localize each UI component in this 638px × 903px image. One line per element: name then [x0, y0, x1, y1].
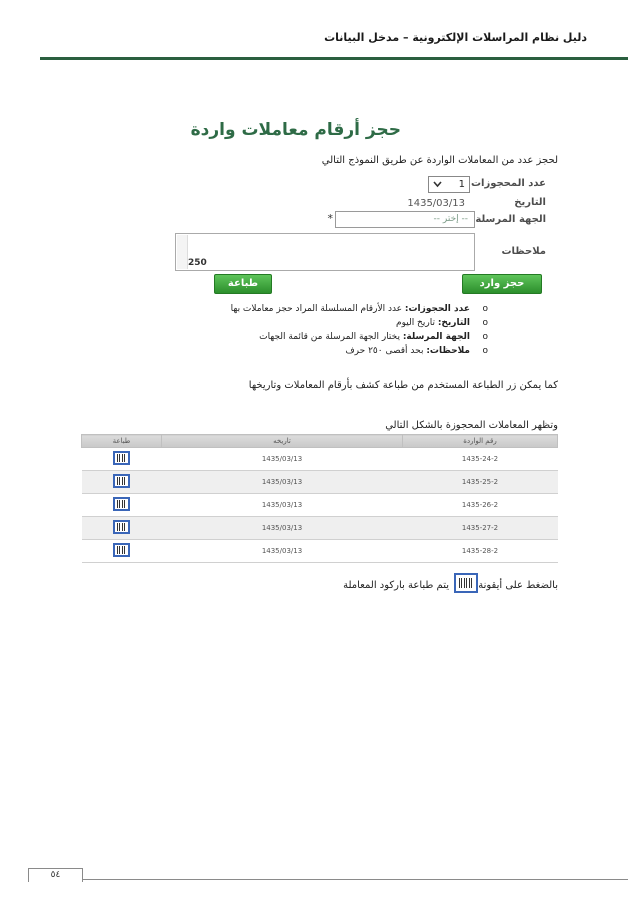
barcode-note-before: بالضغط على أيقونة — [478, 580, 558, 591]
field-descriptions — [158, 302, 488, 358]
date-cell: 1435/03/13 — [162, 540, 403, 563]
table-header-row — [82, 435, 558, 448]
number-cell: 1435-25-2 — [403, 471, 558, 494]
footer-divider — [83, 879, 628, 880]
date-value: 1435/03/13 — [407, 198, 465, 209]
bullet-desc: يختار الجهة المرسلة من قائمة الجهات — [259, 332, 403, 342]
count-value: 1 — [458, 179, 465, 190]
bullet-term: التاريخ: — [437, 318, 470, 328]
bullet-marker: o — [482, 346, 488, 356]
date-label: التاريخ — [514, 197, 546, 208]
date-cell: 1435/03/13 — [162, 494, 403, 517]
bullet-marker: o — [482, 304, 488, 314]
print-note: كما يمكن زر الطباعة المستخدم من طباعة كشف بأرقام المعاملات وتاريخها — [248, 380, 558, 391]
count-label: عدد المحجوزات — [470, 178, 546, 189]
print-button[interactable]: طباعة — [214, 274, 272, 294]
print-cell — [82, 540, 162, 563]
column-header-print: طباعة — [82, 435, 162, 448]
print-cell — [82, 494, 162, 517]
document-header-title: دليل نظام المراسلات الإلكترونية – مدخل البيانات — [324, 31, 587, 44]
list-item — [158, 302, 488, 316]
section-title: حجز أرقام معاملات واردة — [190, 120, 401, 140]
required-mark: * — [327, 212, 333, 225]
barcode-icon[interactable] — [113, 451, 130, 465]
barcode-icon — [454, 573, 478, 593]
bullet-term: عدد الحجوزات: — [404, 304, 470, 314]
barcode-note-after: يتم طباعة باركود المعاملة — [343, 580, 449, 591]
reserved-transactions-table — [81, 434, 558, 563]
list-item — [158, 330, 488, 344]
bullet-desc: تاريخ اليوم — [396, 318, 438, 328]
bullet-desc: عدد الأرقام المسلسلة المراد حجز معاملات بها — [230, 304, 405, 314]
number-cell: 1435-26-2 — [403, 494, 558, 517]
bullet-term: ملاحظات: — [426, 346, 470, 356]
print-cell — [82, 517, 162, 540]
chevron-down-icon — [433, 181, 442, 188]
notes-textarea[interactable] — [175, 233, 475, 271]
barcode-icon[interactable] — [113, 520, 130, 534]
column-header-date: تاريخه — [162, 435, 403, 448]
reserve-incoming-button[interactable]: حجز وارد — [462, 274, 542, 294]
list-item — [158, 344, 488, 358]
barcode-icon[interactable] — [113, 497, 130, 511]
table-row — [82, 517, 558, 540]
barcode-icon[interactable] — [113, 474, 130, 488]
bullet-desc: بحد أقصى ٢٥٠ حرف — [345, 346, 427, 356]
column-header-number: رقم الواردة — [403, 435, 558, 448]
notes-counter: 250 — [188, 258, 207, 268]
page-number: ٥٤ — [28, 868, 83, 882]
sender-label: الجهة المرسلة — [475, 214, 546, 225]
table-row — [82, 448, 558, 471]
number-cell: 1435-24-2 — [403, 448, 558, 471]
date-cell: 1435/03/13 — [162, 471, 403, 494]
table-row — [82, 540, 558, 563]
bullet-marker: o — [482, 318, 488, 328]
count-select[interactable] — [428, 176, 470, 193]
table-row — [82, 494, 558, 517]
date-cell: 1435/03/13 — [162, 448, 403, 471]
date-cell: 1435/03/13 — [162, 517, 403, 540]
print-cell — [82, 448, 162, 471]
reservation-form — [180, 172, 560, 302]
table-row — [82, 471, 558, 494]
bullet-term: الجهة المرسلة: — [402, 332, 470, 342]
header-divider — [40, 57, 628, 60]
print-cell — [82, 471, 162, 494]
table-intro: وتظهر المعاملات المحجوزة بالشكل التالي — [385, 420, 558, 431]
sender-select[interactable]: -- إختر -- — [335, 211, 475, 228]
notes-label: ملاحظات — [501, 246, 546, 257]
number-cell: 1435-27-2 — [403, 517, 558, 540]
notes-scrollbar[interactable] — [177, 235, 188, 269]
number-cell: 1435-28-2 — [403, 540, 558, 563]
barcode-icon[interactable] — [113, 543, 130, 557]
bullet-marker: o — [482, 332, 488, 342]
section-intro: لحجز عدد من المعاملات الواردة عن طريق النموذج التالي — [321, 155, 558, 166]
list-item — [158, 316, 488, 330]
